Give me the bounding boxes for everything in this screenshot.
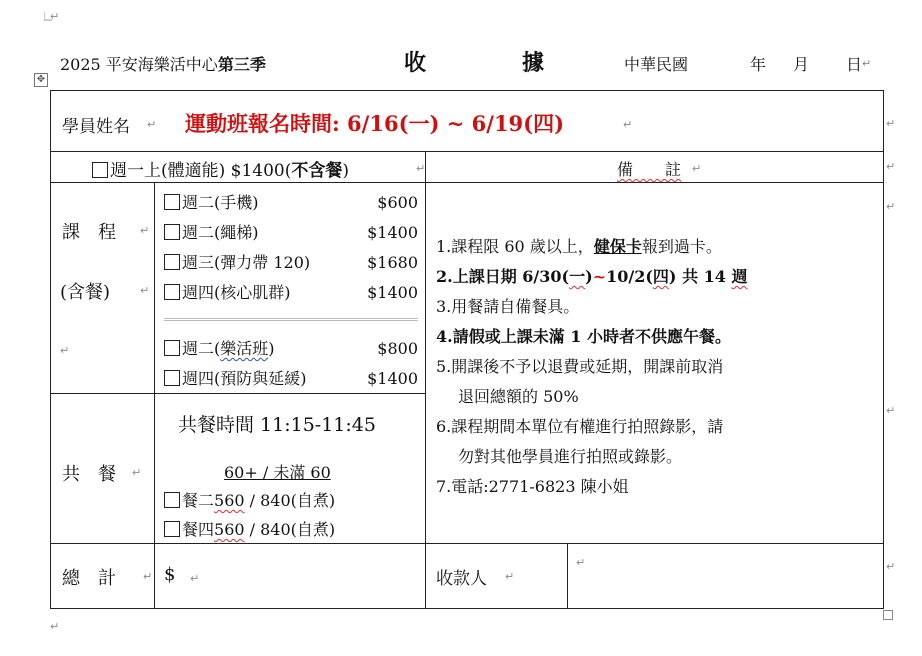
paragraph-mark: ↵ [140,284,150,297]
paragraph-mark: ↵ [140,224,150,237]
paragraph-mark: ↵ [576,556,586,569]
courses-label: 課 程 [62,222,116,243]
total-currency: $ [164,564,176,585]
checkbox[interactable] [164,370,180,386]
monday-course-option[interactable]: 週一上(體適能) $1400(不含餐) [92,156,349,181]
course-list-b [164,334,422,394]
paragraph-mark: ↵ [190,572,200,585]
date-era: 中華民國 [624,55,689,74]
title-right: 據 [522,50,545,76]
row-end-mark: ↵ [886,200,896,213]
date-day: 日 [846,55,863,74]
note-item: 1.課程限 60 歲以上，健保卡報到過卡。 [436,237,722,256]
meal-option[interactable]: 餐四560 / 840(自煮) [164,515,335,544]
course-item[interactable]: 週二(繩梯) $1400 [164,218,422,248]
note-item: 7.電話:2771-6823 陳小姐 [436,477,629,496]
paragraph-mark: ↵ [623,118,633,131]
note-item: 4.請假或上課未滿 1 小時者不供應午餐。 [436,327,731,346]
meal-time: 共餐時間 11:15-11:45 [178,414,376,436]
col-divider [567,543,568,609]
note-item: 2.上課日期 6/30(一)~10/2(四) 共 14 週 [436,267,748,286]
payee-label: 收款人 [436,569,487,589]
note-item: 6.課程期間本單位有權進行拍照錄影，請 [436,417,724,436]
date-year: 年 [750,55,767,74]
meal-label: 共 餐 [62,464,116,485]
checkbox[interactable] [164,224,180,240]
table-move-handle[interactable]: ✥ [34,73,48,87]
total-amount-field[interactable] [180,556,416,596]
paragraph-mark: ↵ [50,620,60,633]
col-divider [425,151,426,609]
course-list [164,188,422,308]
row-end-mark: ↵ [886,404,896,417]
checkbox[interactable] [164,284,180,300]
note-item: 退回總額的 50% [458,387,579,406]
row-end-mark: ↵ [886,117,896,130]
student-name-label: 學員姓名 [62,117,130,137]
date-month: 月 [793,55,810,74]
paragraph-mark: ↵ [60,344,70,357]
paragraph-mark: ↵ [132,466,142,479]
org-name: 2025 平安海樂活中心第三季 [60,55,266,74]
checkbox[interactable] [164,492,180,508]
remarks-header: 備 註 [617,160,682,179]
row-end-mark: ↵ [886,160,896,173]
course-item[interactable]: 週四(預防與延緩) $1400 [164,364,422,394]
meal-age-header: 60+ / 未滿 60 [224,463,331,482]
course-item[interactable]: 週二(樂活班) $800 [164,334,422,364]
row-divider [50,182,884,183]
courses-meal-included: (含餐) [60,282,111,303]
table-resize-handle[interactable] [883,610,893,620]
note-item: 勿對其他學員進行拍照或錄影。 [458,447,683,466]
course-item[interactable]: 週二(手機) $600 [164,188,422,218]
meal-options [164,486,335,544]
paragraph-mark: ↵ [692,162,702,175]
row-divider [50,151,884,152]
meal-option[interactable]: 餐二560 / 840(自煮) [164,486,335,515]
paragraph-mark: ↵ [147,118,157,131]
note-item: 5.開課後不予以退費或延期，開課前取消 [436,357,724,376]
paragraph-mark: ↵ [416,162,426,175]
checkbox[interactable] [164,254,180,270]
registration-notice: 運動班報名時間: 6/16(一) ~ 6/19(四) [185,111,565,136]
course-separator [164,320,418,321]
course-item[interactable]: 週四(核心肌群) $1400 [164,278,422,308]
course-item[interactable]: 週三(彈力帶 120) $1680 [164,248,422,278]
row-end-mark: ↵ [886,560,896,573]
course-separator [164,318,418,319]
total-label: 總 計 [62,568,116,589]
remarks-list [436,232,748,502]
checkbox[interactable] [164,340,180,356]
payee-signature-field[interactable] [570,546,880,606]
checkbox[interactable] [164,521,180,537]
paragraph-mark: ↵ [50,10,60,23]
checkbox[interactable] [92,162,108,178]
title-left: 收 [404,50,427,76]
paragraph-mark: ↵ [862,57,872,70]
note-item: 3.用餐請自備餐具。 [436,297,580,316]
paragraph-mark: ↵ [143,570,153,583]
checkbox[interactable] [164,194,180,210]
col-divider [154,182,155,609]
paragraph-mark: ↵ [505,570,515,583]
